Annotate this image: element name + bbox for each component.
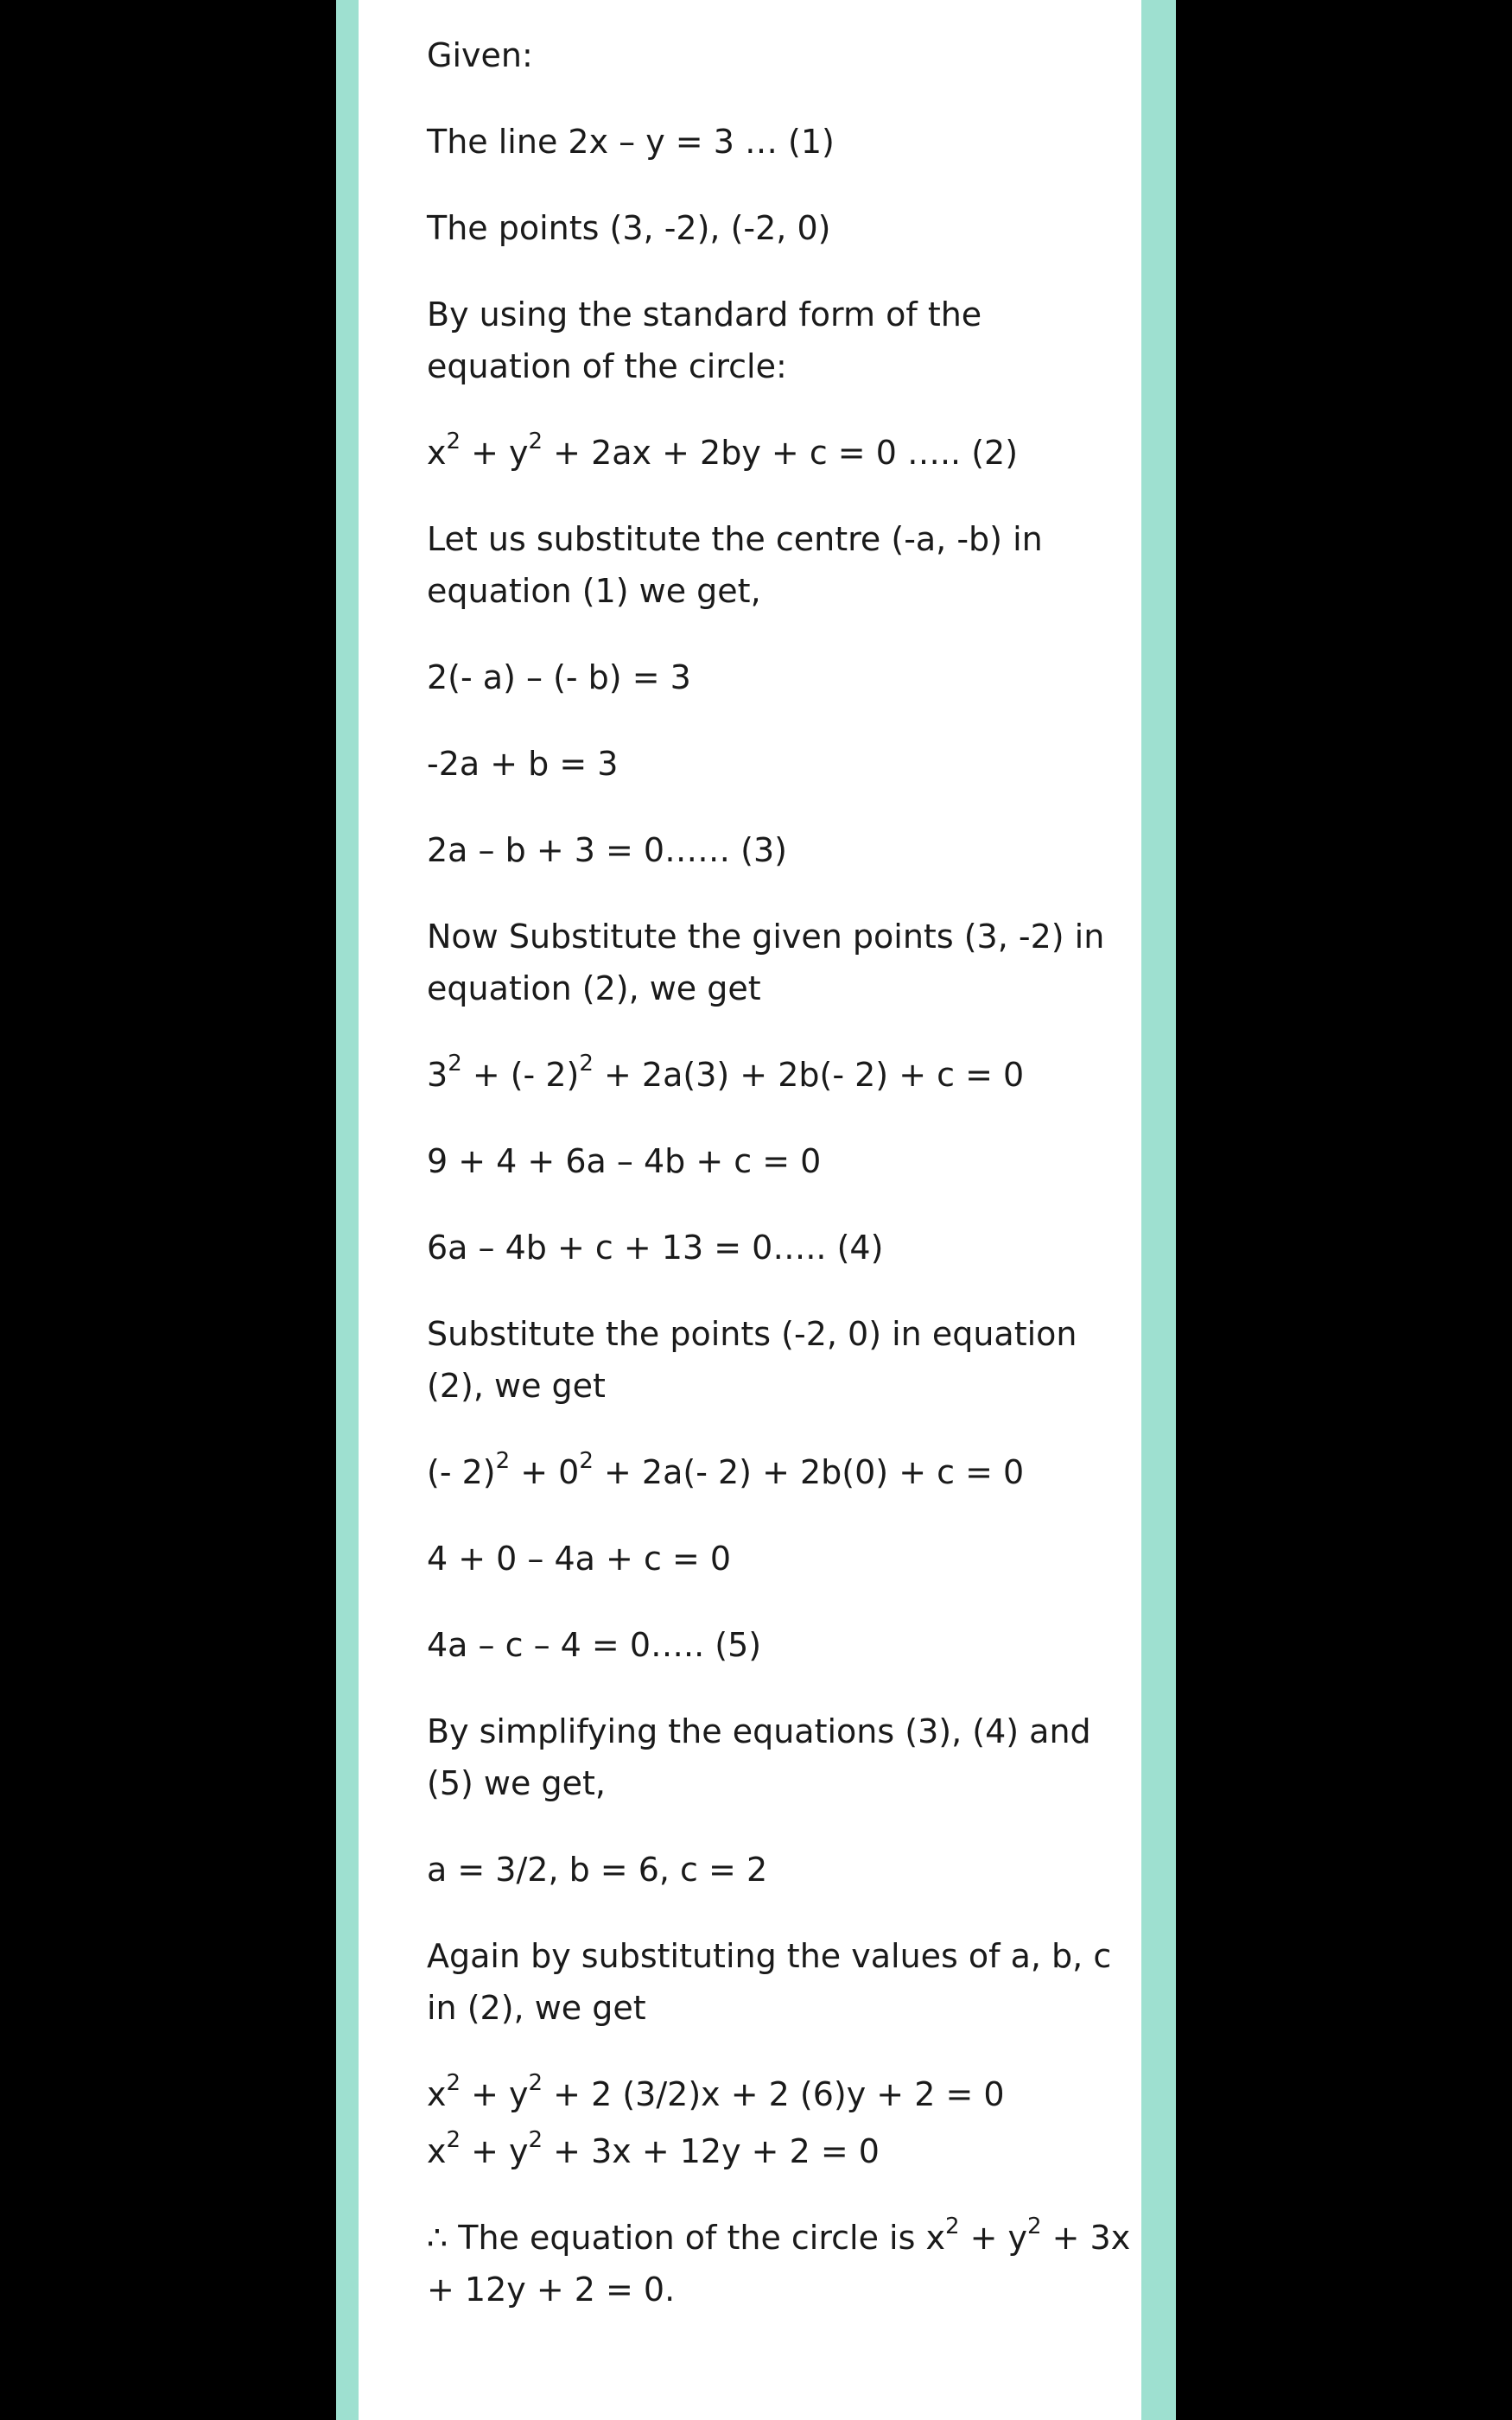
substitute-centre-text: Let us substitute the centre (-a, -b) in equation (1) we get, xyxy=(427,520,1053,610)
centre-simplified: -2a + b = 3 xyxy=(427,745,619,783)
substituted-equation: $x^2 + y^2 + 2$ (3/2)x + 2 (6)y + 2 = 0 xyxy=(427,2070,1005,2113)
substitute-point-2-text: Substitute the points (-2, 0) in equation (2), we get xyxy=(427,1315,1088,1405)
circle-general-equation: $x^2 + y^2 + 2ax + 2by + c = 0$ ….. (2) xyxy=(427,429,1019,472)
given-heading: Given: xyxy=(427,36,533,74)
equation-4: 6a – 4b + c + 13 = 0….. (4) xyxy=(427,1229,884,1267)
equation-3: 2a – b + 3 = 0…… (3) xyxy=(427,831,787,869)
given-points: The points (3, -2), (-2, 0) xyxy=(427,209,831,247)
substitute-point-1-text: Now Substitute the given points (3, -2) in equation (2), we get xyxy=(427,918,1115,1007)
point-2-simplified: 4 + 0 – 4a + c = 0 xyxy=(427,1540,732,1578)
standard-form-intro: By using the standard form of the equation of the circle: xyxy=(427,295,993,385)
simplify-text: By simplifying the equations (3), (4) and (5) we get, xyxy=(427,1712,1102,1802)
line-equation: The line 2x – y = 3 … (1) xyxy=(427,123,835,161)
substitute-values-text: Again by substituting the values of a, b, c in (2), we get xyxy=(427,1937,1122,2027)
page-border xyxy=(336,0,1176,2420)
final-answer: ∴ The equation of the circle is $x^2 + y^2 + 3x + 12y + 2 = 0$. xyxy=(427,2214,1141,2309)
solution-text xyxy=(427,29,1141,2315)
equation-5: 4a – c – 4 = 0….. (5) xyxy=(427,1626,762,1664)
document-sheet xyxy=(359,0,1141,2420)
point-2-substitution: (- $2)^2 + 0^2 + 2a(-$ 2) + 2b(0) + c = 0 xyxy=(427,1448,1025,1491)
point-1-substitution: $3^2$ + (- 2)$^2$ + 2a(3) + 2b(- 2) + c = 0 xyxy=(427,1051,1025,1094)
solved-values: a = 3/2, b = 6, c = 2 xyxy=(427,1851,768,1889)
point-1-simplified: 9 + 4 + 6a – 4b + c = 0 xyxy=(427,1142,822,1180)
simplified-circle-equation: $x^2 + y^2 + 3x + 12y + 2 = 0$ xyxy=(427,2127,880,2170)
centre-equation: 2(- a) – (- b) = 3 xyxy=(427,658,691,696)
